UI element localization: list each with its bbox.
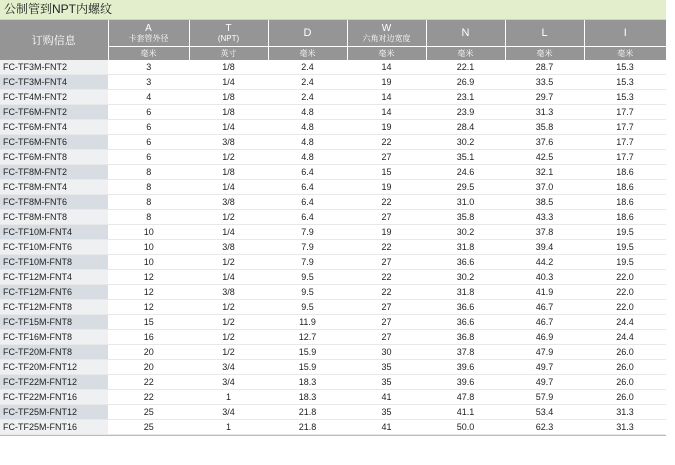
spec-value-cell: 2.4 xyxy=(268,75,347,90)
spec-value-cell: 30 xyxy=(347,345,426,360)
spec-value-cell: 19.5 xyxy=(584,225,666,240)
spec-value-cell: 33.5 xyxy=(505,75,584,90)
spec-value-cell: 49.7 xyxy=(505,375,584,390)
spec-value-cell: 46.9 xyxy=(505,330,584,345)
table-row xyxy=(0,180,666,195)
spec-value-cell: 1/4 xyxy=(189,75,268,90)
spec-value-cell: 1/4 xyxy=(189,225,268,240)
spec-value-cell: 24.6 xyxy=(426,165,505,180)
spec-value-cell: 3/4 xyxy=(189,360,268,375)
spec-value-cell: 22 xyxy=(108,390,189,405)
spec-value-cell: 9.5 xyxy=(268,300,347,315)
table-row xyxy=(0,390,666,405)
spec-value-cell: 28.7 xyxy=(505,60,584,75)
spec-value-cell: 37.8 xyxy=(426,345,505,360)
spec-value-cell: 18.6 xyxy=(584,165,666,180)
header-col-n xyxy=(426,20,505,47)
spec-value-cell: 27 xyxy=(347,300,426,315)
header-letter: A xyxy=(145,22,152,34)
spec-value-cell: 12.7 xyxy=(268,330,347,345)
spec-value-cell: 6 xyxy=(108,105,189,120)
order-code-cell: FC-TF12M-FNT4 xyxy=(0,270,108,285)
order-code-cell: FC-TF6M-FNT4 xyxy=(0,120,108,135)
order-code-cell: FC-TF8M-FNT2 xyxy=(0,165,108,180)
order-code-cell: FC-TF12M-FNT6 xyxy=(0,285,108,300)
spec-value-cell: 18.3 xyxy=(268,375,347,390)
spec-value-cell: 1/4 xyxy=(189,270,268,285)
table-body xyxy=(0,60,666,435)
spec-value-cell: 50.0 xyxy=(426,420,505,435)
spec-value-cell: 15.9 xyxy=(268,360,347,375)
spec-value-cell: 53.4 xyxy=(505,405,584,420)
spec-value-cell: 41.1 xyxy=(426,405,505,420)
spec-value-cell: 15 xyxy=(108,315,189,330)
table-title: 公制管到NPT内螺纹 xyxy=(0,0,666,20)
table-row xyxy=(0,195,666,210)
spec-value-cell: 22 xyxy=(347,240,426,255)
spec-value-cell: 38.5 xyxy=(505,195,584,210)
table-row xyxy=(0,330,666,345)
spec-value-cell: 41.9 xyxy=(505,285,584,300)
header-col-l xyxy=(505,20,584,47)
spec-value-cell: 17.7 xyxy=(584,135,666,150)
order-code-cell: FC-TF22M-FNT16 xyxy=(0,390,108,405)
unit-cell: 毫米 xyxy=(347,47,426,61)
header-col-d xyxy=(268,20,347,47)
header-letter: D xyxy=(303,27,312,39)
spec-value-cell: 14 xyxy=(347,105,426,120)
spec-value-cell: 15 xyxy=(347,165,426,180)
spec-value-cell: 7.9 xyxy=(268,240,347,255)
spec-value-cell: 30.2 xyxy=(426,135,505,150)
spec-value-cell: 35.8 xyxy=(505,120,584,135)
header-letter: W xyxy=(381,22,392,34)
header-sub: 六角对边宽度 xyxy=(362,33,411,43)
spec-value-cell: 32.1 xyxy=(505,165,584,180)
spec-value-cell: 3/8 xyxy=(189,135,268,150)
spec-value-cell: 31.0 xyxy=(426,195,505,210)
header-col-i xyxy=(584,20,666,47)
order-code-cell: FC-TF15M-FNT8 xyxy=(0,315,108,330)
spec-value-cell: 57.9 xyxy=(505,390,584,405)
spec-value-cell: 30.2 xyxy=(426,225,505,240)
spec-value-cell: 24.4 xyxy=(584,330,666,345)
spec-value-cell: 1/2 xyxy=(189,315,268,330)
spec-value-cell: 22.0 xyxy=(584,285,666,300)
spec-value-cell: 3/4 xyxy=(189,405,268,420)
spec-value-cell: 8 xyxy=(108,210,189,225)
spec-value-cell: 7.9 xyxy=(268,225,347,240)
spec-value-cell: 35 xyxy=(347,375,426,390)
table-row xyxy=(0,210,666,225)
spec-value-cell: 22 xyxy=(108,375,189,390)
table-row xyxy=(0,270,666,285)
table-row xyxy=(0,90,666,105)
spec-value-cell: 6.4 xyxy=(268,180,347,195)
spec-table xyxy=(0,20,666,435)
spec-value-cell: 6.4 xyxy=(268,195,347,210)
spec-value-cell: 31.3 xyxy=(505,105,584,120)
spec-value-cell: 19 xyxy=(347,180,426,195)
spec-value-cell: 26.9 xyxy=(426,75,505,90)
spec-value-cell: 7.9 xyxy=(268,255,347,270)
header-col-w xyxy=(347,20,426,47)
spec-value-cell: 35 xyxy=(347,405,426,420)
table-row xyxy=(0,405,666,420)
table-bottom-divider xyxy=(0,435,666,436)
order-code-cell: FC-TF20M-FNT12 xyxy=(0,360,108,375)
spec-value-cell: 6 xyxy=(108,135,189,150)
spec-value-cell: 1/8 xyxy=(189,60,268,75)
spec-value-cell: 47.9 xyxy=(505,345,584,360)
spec-value-cell: 46.7 xyxy=(505,315,584,330)
table-row xyxy=(0,60,666,75)
header-col-t xyxy=(189,20,268,47)
table-row xyxy=(0,420,666,435)
spec-value-cell: 44.2 xyxy=(505,255,584,270)
spec-value-cell: 4.8 xyxy=(268,150,347,165)
table-row xyxy=(0,285,666,300)
spec-value-cell: 22 xyxy=(347,135,426,150)
spec-value-cell: 27 xyxy=(347,210,426,225)
order-code-cell: FC-TF6M-FNT6 xyxy=(0,135,108,150)
spec-value-cell: 1/8 xyxy=(189,105,268,120)
unit-cell: 毫米 xyxy=(505,47,584,61)
spec-value-cell: 1/8 xyxy=(189,90,268,105)
spec-value-cell: 35 xyxy=(347,360,426,375)
spec-value-cell: 3/4 xyxy=(189,375,268,390)
table-row xyxy=(0,105,666,120)
unit-cell: 英寸 xyxy=(189,47,268,61)
spec-value-cell: 10 xyxy=(108,240,189,255)
spec-value-cell: 37.0 xyxy=(505,180,584,195)
table-row xyxy=(0,255,666,270)
spec-value-cell: 20 xyxy=(108,360,189,375)
spec-value-cell: 17.7 xyxy=(584,105,666,120)
spec-value-cell: 19.5 xyxy=(584,255,666,270)
spec-value-cell: 1/2 xyxy=(189,300,268,315)
spec-value-cell: 12 xyxy=(108,270,189,285)
spec-value-cell: 22 xyxy=(347,285,426,300)
spec-value-cell: 27 xyxy=(347,330,426,345)
spec-value-cell: 6.4 xyxy=(268,165,347,180)
spec-value-cell: 12 xyxy=(108,300,189,315)
table-row xyxy=(0,75,666,90)
header-letter: L xyxy=(541,27,548,39)
spec-value-cell: 62.3 xyxy=(505,420,584,435)
spec-value-cell: 36.6 xyxy=(426,255,505,270)
spec-value-cell: 35.8 xyxy=(426,210,505,225)
table-row xyxy=(0,135,666,150)
spec-value-cell: 18.6 xyxy=(584,195,666,210)
spec-value-cell: 9.5 xyxy=(268,285,347,300)
spec-value-cell: 26.0 xyxy=(584,390,666,405)
spec-value-cell: 15.3 xyxy=(584,60,666,75)
unit-cell: 毫米 xyxy=(584,47,666,61)
spec-value-cell: 31.3 xyxy=(584,405,666,420)
spec-value-cell: 39.6 xyxy=(426,360,505,375)
spec-value-cell: 3/8 xyxy=(189,285,268,300)
spec-value-cell: 31.3 xyxy=(584,420,666,435)
spec-value-cell: 1/2 xyxy=(189,255,268,270)
spec-value-cell: 28.4 xyxy=(426,120,505,135)
spec-value-cell: 4.8 xyxy=(268,120,347,135)
spec-value-cell: 1/2 xyxy=(189,345,268,360)
spec-value-cell: 9.5 xyxy=(268,270,347,285)
spec-value-cell: 17.7 xyxy=(584,150,666,165)
spec-value-cell: 4.8 xyxy=(268,135,347,150)
spec-value-cell: 19 xyxy=(347,120,426,135)
spec-value-cell: 31.8 xyxy=(426,285,505,300)
spec-value-cell: 29.5 xyxy=(426,180,505,195)
spec-value-cell: 36.8 xyxy=(426,330,505,345)
spec-value-cell: 25 xyxy=(108,405,189,420)
order-code-cell: FC-TF3M-FNT2 xyxy=(0,60,108,75)
spec-value-cell: 22.0 xyxy=(584,300,666,315)
spec-value-cell: 29.7 xyxy=(505,90,584,105)
order-code-cell: FC-TF25M-FNT12 xyxy=(0,405,108,420)
spec-value-cell: 19 xyxy=(347,75,426,90)
spec-value-cell: 36.6 xyxy=(426,315,505,330)
spec-value-cell: 1/2 xyxy=(189,210,268,225)
spec-value-cell: 3/8 xyxy=(189,195,268,210)
spec-value-cell: 20 xyxy=(108,345,189,360)
spec-value-cell: 8 xyxy=(108,180,189,195)
table-row xyxy=(0,225,666,240)
spec-value-cell: 2.4 xyxy=(268,90,347,105)
spec-value-cell: 49.7 xyxy=(505,360,584,375)
table-row xyxy=(0,300,666,315)
spec-value-cell: 21.8 xyxy=(268,405,347,420)
spec-value-cell: 6 xyxy=(108,150,189,165)
spec-value-cell: 22 xyxy=(347,195,426,210)
spec-value-cell: 22.0 xyxy=(584,270,666,285)
spec-value-cell: 8 xyxy=(108,195,189,210)
spec-value-cell: 47.8 xyxy=(426,390,505,405)
spec-value-cell: 15.3 xyxy=(584,75,666,90)
table-row xyxy=(0,120,666,135)
spec-value-cell: 11.9 xyxy=(268,315,347,330)
spec-value-cell: 19.5 xyxy=(584,240,666,255)
unit-cell: 毫米 xyxy=(268,47,347,61)
order-code-cell: FC-TF20M-FNT8 xyxy=(0,345,108,360)
header-letter: N xyxy=(461,27,470,39)
spec-value-cell: 2.4 xyxy=(268,60,347,75)
spec-value-cell: 14 xyxy=(347,60,426,75)
spec-value-cell: 40.3 xyxy=(505,270,584,285)
order-code-cell: FC-TF10M-FNT6 xyxy=(0,240,108,255)
spec-value-cell: 23.9 xyxy=(426,105,505,120)
spec-value-cell: 18.3 xyxy=(268,390,347,405)
spec-value-cell: 1/4 xyxy=(189,180,268,195)
spec-value-cell: 1 xyxy=(189,420,268,435)
spec-value-cell: 24.4 xyxy=(584,315,666,330)
spec-value-cell: 39.4 xyxy=(505,240,584,255)
spec-value-cell: 18.6 xyxy=(584,210,666,225)
order-code-cell: FC-TF16M-FNT8 xyxy=(0,330,108,345)
spec-value-cell: 27 xyxy=(347,150,426,165)
spec-value-cell: 18.6 xyxy=(584,180,666,195)
spec-value-cell: 4.8 xyxy=(268,105,347,120)
table-row xyxy=(0,315,666,330)
spec-value-cell: 41 xyxy=(347,420,426,435)
header-row xyxy=(0,20,666,47)
spec-value-cell: 15.9 xyxy=(268,345,347,360)
spec-value-cell: 39.6 xyxy=(426,375,505,390)
spec-value-cell: 10 xyxy=(108,225,189,240)
table-row xyxy=(0,165,666,180)
spec-value-cell: 35.1 xyxy=(426,150,505,165)
header-order-info: 订购信息 xyxy=(0,20,108,60)
order-code-cell: FC-TF8M-FNT8 xyxy=(0,210,108,225)
spec-value-cell: 46.7 xyxy=(505,300,584,315)
spec-value-cell: 25 xyxy=(108,420,189,435)
spec-value-cell: 14 xyxy=(347,90,426,105)
spec-value-cell: 12 xyxy=(108,285,189,300)
order-code-cell: FC-TF6M-FNT8 xyxy=(0,150,108,165)
spec-value-cell: 8 xyxy=(108,165,189,180)
order-code-cell: FC-TF12M-FNT8 xyxy=(0,300,108,315)
spec-value-cell: 21.8 xyxy=(268,420,347,435)
spec-value-cell: 42.5 xyxy=(505,150,584,165)
spec-value-cell: 41 xyxy=(347,390,426,405)
spec-value-cell: 1/2 xyxy=(189,330,268,345)
spec-value-cell: 37.8 xyxy=(505,225,584,240)
spec-value-cell: 23.1 xyxy=(426,90,505,105)
table-row xyxy=(0,375,666,390)
header-sub: 卡套管外径 xyxy=(128,33,169,43)
order-code-cell: FC-TF22M-FNT12 xyxy=(0,375,108,390)
order-code-cell: FC-TF10M-FNT8 xyxy=(0,255,108,270)
spec-value-cell: 1/2 xyxy=(189,150,268,165)
order-code-cell: FC-TF8M-FNT6 xyxy=(0,195,108,210)
table-row xyxy=(0,150,666,165)
order-code-cell: FC-TF6M-FNT2 xyxy=(0,105,108,120)
spec-value-cell: 6 xyxy=(108,120,189,135)
header-sub: (NPT) xyxy=(217,33,240,43)
spec-value-cell: 1/4 xyxy=(189,120,268,135)
table-row xyxy=(0,240,666,255)
spec-value-cell: 16 xyxy=(108,330,189,345)
spec-value-cell: 19 xyxy=(347,225,426,240)
spec-value-cell: 6.4 xyxy=(268,210,347,225)
header-letter: I xyxy=(623,27,627,39)
spec-value-cell: 26.0 xyxy=(584,360,666,375)
spec-value-cell: 17.7 xyxy=(584,120,666,135)
spec-value-cell: 22 xyxy=(347,270,426,285)
spec-value-cell: 31.8 xyxy=(426,240,505,255)
spec-value-cell: 27 xyxy=(347,255,426,270)
order-code-cell: FC-TF8M-FNT4 xyxy=(0,180,108,195)
spec-value-cell: 1 xyxy=(189,390,268,405)
table-row xyxy=(0,345,666,360)
spec-value-cell: 15.3 xyxy=(584,90,666,105)
order-code-cell: FC-TF3M-FNT4 xyxy=(0,75,108,90)
spec-value-cell: 3/8 xyxy=(189,240,268,255)
spec-value-cell: 3 xyxy=(108,60,189,75)
spec-value-cell: 4 xyxy=(108,90,189,105)
spec-value-cell: 26.0 xyxy=(584,345,666,360)
order-code-cell: FC-TF25M-FNT16 xyxy=(0,420,108,435)
order-code-cell: FC-TF4M-FNT2 xyxy=(0,90,108,105)
spec-value-cell: 37.6 xyxy=(505,135,584,150)
spec-value-cell: 43.3 xyxy=(505,210,584,225)
spec-value-cell: 30.2 xyxy=(426,270,505,285)
spec-value-cell: 27 xyxy=(347,315,426,330)
spec-value-cell: 10 xyxy=(108,255,189,270)
header-letter: T xyxy=(225,22,232,34)
unit-cell: 毫米 xyxy=(108,47,189,61)
spec-value-cell: 3 xyxy=(108,75,189,90)
table-row xyxy=(0,360,666,375)
order-code-cell: FC-TF10M-FNT4 xyxy=(0,225,108,240)
spec-value-cell: 22.1 xyxy=(426,60,505,75)
spec-value-cell: 36.6 xyxy=(426,300,505,315)
spec-value-cell: 1/8 xyxy=(189,165,268,180)
unit-cell: 毫米 xyxy=(426,47,505,61)
spec-value-cell: 26.0 xyxy=(584,375,666,390)
header-col-a xyxy=(108,20,189,47)
